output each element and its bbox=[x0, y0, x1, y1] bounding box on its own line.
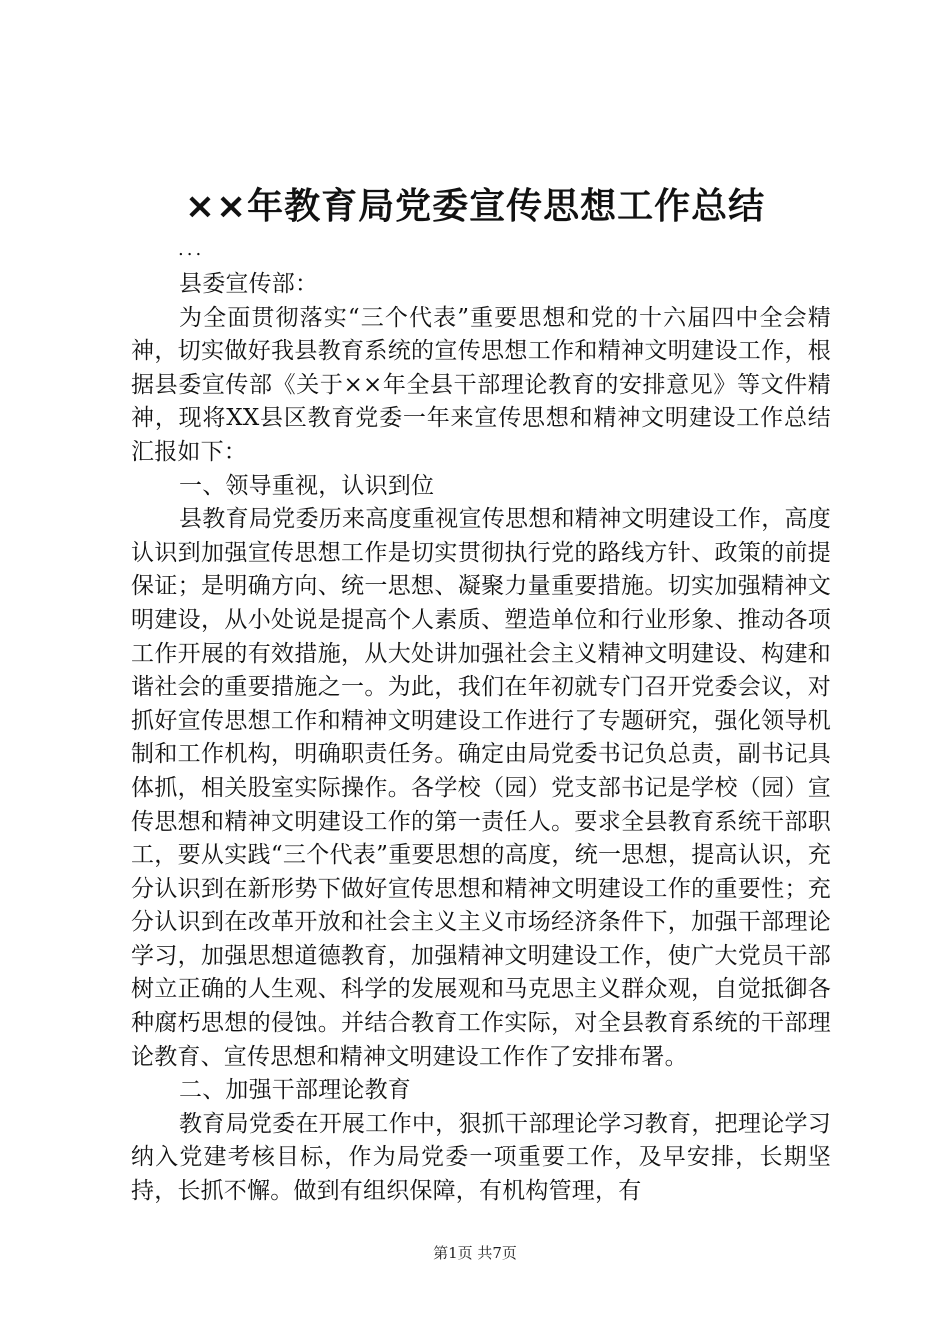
ellipsis-mark: ... bbox=[178, 239, 205, 260]
section-paragraph-1: 县教育局党委历来高度重视宣传思想和精神文明建设工作，高度认识到加强宣传思想工作是切实贯彻执行党的路线方针、政策的前提保证；是明确方向、统一思想、凝聚力量重要措施。切实加强精神文明建设，从小处说是提高个人素质、塑造单位和行业形象、推动各项工作开展的有效措施，从大处讲加强社会主义精神文明建设、构建和谐社会的重要措施之一。为此，我们在年初就专门召开党委会议，对抓好宣传思想工作和精神文明建设工作进行了专题研究，强化领导机制和工作机构，明确职责任务。确定由局党委书记负总责，副书记具体抓，相关股室实际操作。各学校（园）党支部书记是学校（园）宣传思想和精神文明建设工作的第一责任人。要求全县教育系统干部职工，要从实践“三个代表”重要思想的高度，统一思想，提高认识，充分认识到在新形势下做好宣传思想和精神文明建设工作的重要性；充分认识到在改革开放和社会主义主义市场经济条件下，加强干部理论学习，加强思想道德教育，加强精神文明建设工作，使广大党员干部树立正确的人生观、科学的发展观和马克思主义群众观，自觉抵御各种腐朽思想的侵蚀。并结合教育工作实际，对全县教育系统的干部理论教育、宣传思想和精神文明建设工作作了安排布署。 bbox=[131, 506, 831, 1070]
page-footer: 第1页 共7页 bbox=[433, 1244, 517, 1262]
section-paragraph-2: 教育局党委在开展工作中，狠抓干部理论学习教育，把理论学习纳入党建考核目标，作为局党委一项重要工作，及早安排，长期坚持，长抓不懈。做到有组织保障，有机构管理，有 bbox=[131, 1110, 831, 1205]
document-title: ××年教育局党委宣传思想工作总结 bbox=[184, 186, 766, 227]
section-heading-1: 一、领导重视，认识到位 bbox=[179, 472, 435, 499]
document-body bbox=[131, 268, 831, 1209]
section-heading-2: 二、加强干部理论教育 bbox=[179, 1077, 411, 1104]
salutation: 县委宣传部： bbox=[179, 271, 319, 297]
intro-paragraph: 为全面贯彻落实“三个代表”重要思想和党的十六届四中全会精神，切实做好我县教育系统的宣传思想工作和精神文明建设工作，根据县委宣传部《关于××年全县干部理论教育的安排意见》等文件精神，现将XX县区教育党委一年来宣传思想和精神文明建设工作总结汇报如下： bbox=[131, 304, 831, 465]
